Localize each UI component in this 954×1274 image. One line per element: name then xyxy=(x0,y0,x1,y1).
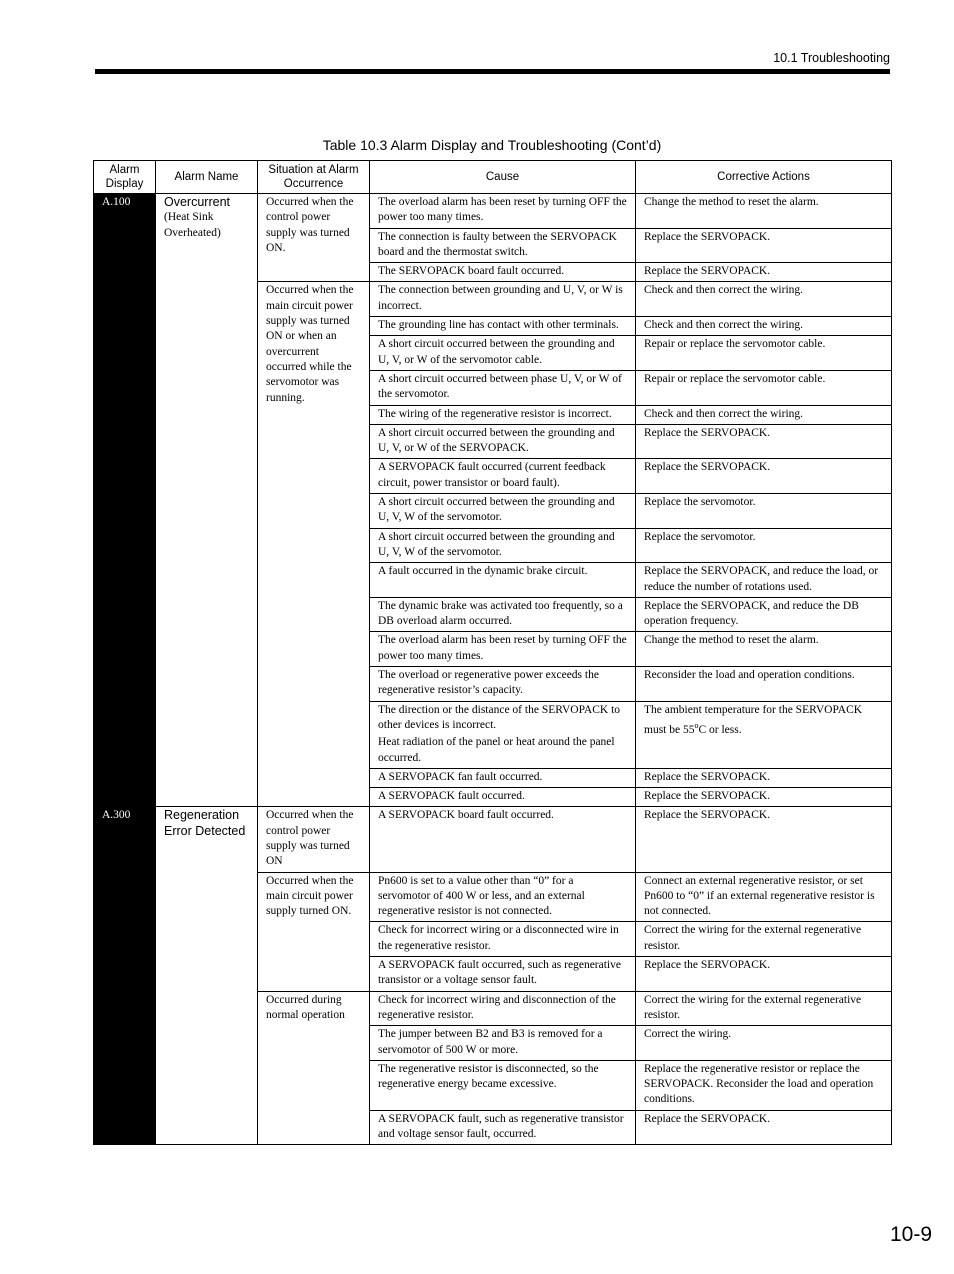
degree-symbol: o xyxy=(694,720,699,730)
cause-cell: A short circuit occurred between the grounding and U, V, or W of the SERVOPACK. xyxy=(370,424,636,459)
corrective-action-cell: Change the method to reset the alarm. xyxy=(636,194,892,229)
cause-cell: A short circuit occurred between phase U, V, or W of the servomotor. xyxy=(370,370,636,405)
col-alarm-name: Alarm Name xyxy=(156,161,258,194)
cause-cell: A short circuit occurred between the grounding and U, V, W of the servomotor. xyxy=(370,494,636,529)
cause-cell: A short circuit occurred between the grounding and U, V, W of the servomotor. xyxy=(370,528,636,563)
alarm-code: A.100 xyxy=(94,194,156,807)
situation-cell: Occurred when the main circuit power supply turned ON. xyxy=(258,872,370,991)
table-caption: Table 10.3 Alarm Display and Troubleshooting (Cont’d) xyxy=(322,137,662,153)
corrective-action-cell: Replace the SERVOPACK. xyxy=(636,957,892,992)
alarm-table xyxy=(93,160,892,1145)
table-row xyxy=(94,807,892,872)
cause-text: The direction or the distance of the SERVOPACK to other devices is incorrect. xyxy=(378,703,621,731)
header-rule xyxy=(95,69,890,74)
col-alarm-display: Alarm Display xyxy=(94,161,156,194)
alarm-table-body xyxy=(94,194,892,1145)
alarm-name xyxy=(156,194,258,807)
corrective-action-cell: Replace the servomotor. xyxy=(636,528,892,563)
table-header-row xyxy=(94,161,892,194)
cause-cell: The overload or regenerative power exceeds the regenerative resistor’s capacity. xyxy=(370,667,636,702)
cause-cell xyxy=(370,701,636,768)
corrective-action-cell: Repair or replace the servomotor cable. xyxy=(636,336,892,371)
alarm-name xyxy=(156,807,258,1145)
situation-cell: Occurred when the control power supply was turned ON xyxy=(258,807,370,872)
cause-cell: A SERVOPACK fault occurred, such as regenerative transistor or a voltage sensor fault. xyxy=(370,957,636,992)
corrective-action-cell: Replace the SERVOPACK. xyxy=(636,788,892,807)
corrective-action-cell: Replace the regenerative resistor or replace the SERVOPACK. Reconsider the load and operation conditions. xyxy=(636,1060,892,1110)
alarm-name-main: Overcurrent xyxy=(164,195,230,209)
cause-cell: The grounding line has contact with other terminals. xyxy=(370,317,636,336)
cause-cell: A SERVOPACK fault occurred (current feedback circuit, power transistor or board fault). xyxy=(370,459,636,494)
corrective-action-cell: Connect an external regenerative resistor, or set Pn600 to “0” if an external regenerative resistor is not connected. xyxy=(636,872,892,922)
cause-cell: The SERVOPACK board fault occurred. xyxy=(370,263,636,282)
corrective-action-cell: Replace the SERVOPACK. xyxy=(636,768,892,787)
cause-cell: The dynamic brake was activated too frequently, so a DB overload alarm occurred. xyxy=(370,597,636,632)
corrective-action-cell: Replace the SERVOPACK. xyxy=(636,1110,892,1145)
corrective-action-cell: Check and then correct the wiring. xyxy=(636,317,892,336)
col-cause: Cause xyxy=(370,161,636,194)
cause-cell: The regenerative resistor is disconnected, so the regenerative energy became excessive. xyxy=(370,1060,636,1110)
corrective-action-cell: Replace the SERVOPACK. xyxy=(636,459,892,494)
col-situation: Situation at Alarm Occurrence xyxy=(258,161,370,194)
corrective-action-cell: Change the method to reset the alarm. xyxy=(636,632,892,667)
cause-text-extra: Heat radiation of the panel or heat around the panel occurred. xyxy=(378,736,615,764)
situation-cell: Occurred during normal operation xyxy=(258,991,370,1145)
corrective-action-cell xyxy=(636,701,892,768)
alarm-code: A.300 xyxy=(94,807,156,1145)
cause-cell: A SERVOPACK fault occurred. xyxy=(370,788,636,807)
cause-cell: A short circuit occurred between the grounding and U, V, or W of the servomotor cable. xyxy=(370,336,636,371)
cause-cell: A fault occurred in the dynamic brake circuit. xyxy=(370,563,636,598)
cause-cell: Check for incorrect wiring or a disconnected wire in the regenerative resistor. xyxy=(370,922,636,957)
corrective-action-cell: Replace the SERVOPACK. xyxy=(636,263,892,282)
alarm-name-main: Regeneration Error Detected xyxy=(164,808,246,838)
corrective-action-cell: Replace the SERVOPACK, and reduce the DB operation frequency. xyxy=(636,597,892,632)
cause-cell: A SERVOPACK board fault occurred. xyxy=(370,807,636,872)
action-text: The ambient temperature for the SERVOPACK must be 55 xyxy=(644,703,863,736)
corrective-action-cell: Correct the wiring for the external regenerative resistor. xyxy=(636,991,892,1026)
cause-cell: A SERVOPACK fan fault occurred. xyxy=(370,768,636,787)
situation-cell: Occurred when the control power supply was turned ON. xyxy=(258,194,370,282)
cause-cell: The connection between grounding and U, V, or W is incorrect. xyxy=(370,282,636,317)
cause-cell: Pn600 is set to a value other than “0” for a servomotor of 400 W or less, and an external regenerative resistor is not connected. xyxy=(370,872,636,922)
cause-cell: A SERVOPACK fault, such as regenerative transistor and voltage sensor fault, occurred. xyxy=(370,1110,636,1145)
col-corrective-actions: Corrective Actions xyxy=(636,161,892,194)
corrective-action-cell: Replace the SERVOPACK. xyxy=(636,424,892,459)
corrective-action-cell: Replace the SERVOPACK. xyxy=(636,228,892,263)
cause-cell: The wiring of the regenerative resistor is incorrect. xyxy=(370,405,636,424)
cause-cell: The overload alarm has been reset by turning OFF the power too many times. xyxy=(370,194,636,229)
cause-cell: The connection is faulty between the SERVOPACK board and the thermostat switch. xyxy=(370,228,636,263)
corrective-action-cell: Repair or replace the servomotor cable. xyxy=(636,370,892,405)
corrective-action-cell: Replace the SERVOPACK, and reduce the load, or reduce the number of rotations used. xyxy=(636,563,892,598)
alarm-name-detail: (Heat Sink Overheated) xyxy=(164,211,221,239)
corrective-action-cell: Replace the servomotor. xyxy=(636,494,892,529)
corrective-action-cell: Check and then correct the wiring. xyxy=(636,282,892,317)
corrective-action-cell: Check and then correct the wiring. xyxy=(636,405,892,424)
page-number: 10-9 xyxy=(889,1223,932,1246)
corrective-action-cell: Reconsider the load and operation conditions. xyxy=(636,667,892,702)
corrective-action-cell: Replace the SERVOPACK. xyxy=(636,807,892,872)
table-row xyxy=(94,194,892,229)
corrective-action-cell: Correct the wiring for the external regenerative resistor. xyxy=(636,922,892,957)
cause-cell: The jumper between B2 and B3 is removed for a servomotor of 500 W or more. xyxy=(370,1026,636,1061)
running-header: 10.1 Troubleshooting xyxy=(773,51,890,65)
situation-cell: Occurred when the main circuit power supply was turned ON or when an overcurrent occurred while the servomotor was running. xyxy=(258,282,370,807)
corrective-action-cell: Correct the wiring. xyxy=(636,1026,892,1061)
cause-cell: The overload alarm has been reset by turning OFF the power too many times. xyxy=(370,632,636,667)
action-text-unit: C or less. xyxy=(698,723,742,736)
cause-cell: Check for incorrect wiring and disconnection of the regenerative resistor. xyxy=(370,991,636,1026)
